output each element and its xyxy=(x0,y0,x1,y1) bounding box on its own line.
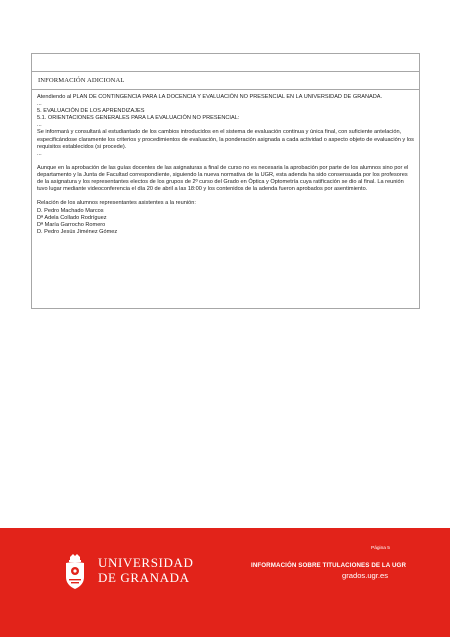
info-table xyxy=(31,53,420,309)
paragraph: 5.1. ORIENTACIONES GENERALES PARA LA EVALUACIÓN NO PRESENCIAL: xyxy=(37,115,240,122)
paragraph: 5. EVALUACIÓN DE LOS APRENDIZAJES xyxy=(37,108,145,115)
attendee: D. Pedro Jesús Jiménez Gómez xyxy=(37,228,118,235)
university-name-line2: DE GRANADA xyxy=(98,570,190,585)
table-header-band xyxy=(32,54,419,72)
paragraph: ... xyxy=(37,150,42,157)
degrees-info-title: INFORMACIÓN SOBRE TITULACIONES DE LA UGR xyxy=(251,562,407,569)
paragraph: ... xyxy=(37,122,42,129)
title-divider xyxy=(32,89,419,90)
spacer xyxy=(37,193,415,200)
page-number: Página 5 xyxy=(371,546,390,551)
attendee: Dª Adela Collado Rodríguez xyxy=(37,214,107,221)
paragraph: Se informará y consultará al estudiantado de los cambios introducidos en el sistema de evaluación continua y única final, con suficiente antelación, especificándose claramente los criterios y procedimientos de evaluación, la ponderación asignada a cada actividad o aspecto objeto de evaluación y los requisitos establecidos (si procede). xyxy=(37,129,414,150)
section-title: INFORMACIÓN ADICIONAL xyxy=(38,77,125,84)
additional-info-body xyxy=(37,94,415,236)
university-wordmark xyxy=(98,556,193,585)
paragraph: Aunque en la aprobación de las guías docentes de las asignaturas a final de curso no es necesaria la aprobación por parte de los alumnos sino por el departamento y la Junta de Facultad correspondiente, siguiendo la nueva normativa de la UGR, esta adenda ha sido consensuada por los profesores de la asignatura y los representantes electos de los grupos de 2º curso del Grado en Óptica y Optometría cuya ratificación se dio al final. La reunión tuvo lugar mediante videoconferencia el día 20 de abril a las 18:00 y los contenidos de la adenda fueron aprobados por asentimiento. xyxy=(37,164,409,193)
footer-banner xyxy=(0,528,450,637)
paragraph: ... xyxy=(37,101,42,108)
paragraph: Atendiendo al PLAN DE CONTINGENCIA PARA LA DOCENCIA Y EVALUACIÓN NO PRESENCIAL EN LA UNIVERSIDAD DE GRANADA. xyxy=(37,94,383,100)
attendee: Dª María Garrocho Romero xyxy=(37,221,106,228)
degrees-site-link[interactable]: grados.ugr.es xyxy=(342,571,389,580)
university-seal-icon xyxy=(60,553,90,591)
attendee: D. Pedro Machado Marcos xyxy=(37,207,104,214)
university-name-line1: UNIVERSIDAD xyxy=(98,555,194,570)
paragraph: Relación de los alumnos representantes asistentes a la reunión: xyxy=(37,200,196,207)
spacer xyxy=(37,158,415,165)
